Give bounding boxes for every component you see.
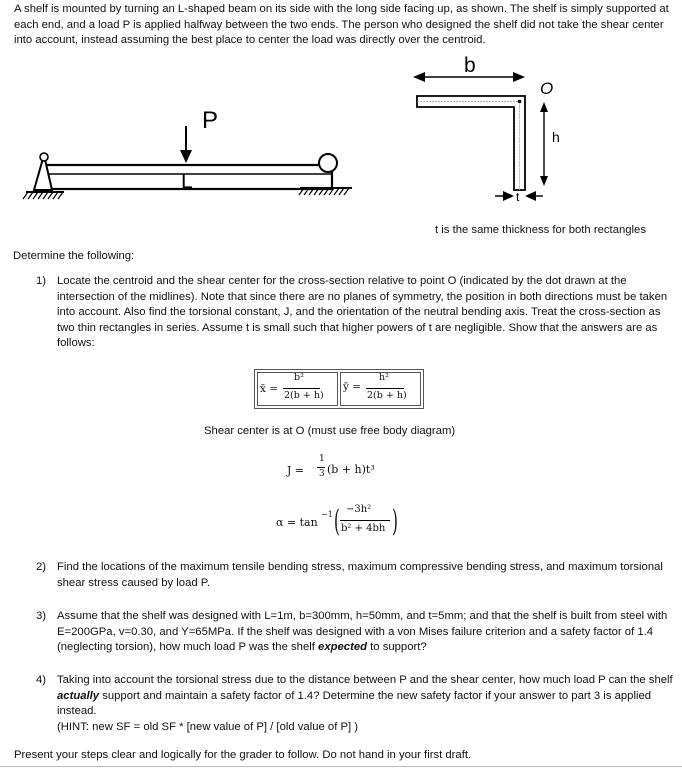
- problem-intro: A shelf is mounted by turning an L-shaped beam on its side with the long side facing up, as shown. The shelf is simply supported at each end, and a load P is applied halfway between the two ends. The person who designed the shelf did not take the shear center into account, instead assuming the best place to center the load was directly over the centroid.: [14, 3, 669, 47]
- j-fraction-num: 1: [319, 454, 325, 464]
- xbar-lhs: x̄ =: [260, 383, 279, 395]
- roller-support-icon: [319, 154, 337, 172]
- centroid-answer-box: [254, 369, 424, 409]
- j-lhs: J =: [287, 464, 305, 477]
- j-fraction-den: 3: [319, 469, 325, 479]
- question-number: 2): [36, 561, 47, 573]
- question-number: 3): [36, 610, 47, 622]
- ybar-lhs: ȳ =: [343, 381, 362, 393]
- footer-instruction: Present your steps clear and logically for the grader to follow. Do not hand in your first draft.: [14, 749, 472, 761]
- neutral-axis-equation: α = tan −1 ( −3h² b² + 4bh ): [276, 504, 398, 539]
- torsional-constant-equation: [287, 454, 407, 488]
- xbar-numerator: b²: [294, 372, 304, 383]
- question-text: Assume that the shelf was designed with L=1m, b=300mm, h=50mm, and t=5mm; and that the shelf is built from steel with E=200GPa, v=0.30, and Y=65MPa. If the shelf was designed with a von Mises failure criterion and a safety factor of 1.4 (neglecting torsion), how much load P was the shelf expected to support?: [57, 610, 668, 654]
- height-label: h: [552, 129, 560, 145]
- hint-text: (HINT: new SF = old SF * [new value of P] / [old value of P] ): [57, 720, 359, 733]
- ybar-fraction-bar: [366, 388, 404, 389]
- question-number: 1): [36, 275, 47, 287]
- ybar-denominator: 2(b + h): [367, 390, 407, 401]
- ybar-box: [340, 372, 421, 406]
- xbar-fraction-bar: [283, 388, 320, 389]
- alpha-fraction-bar: [340, 520, 390, 521]
- section-heading: Determine the following:: [13, 250, 135, 262]
- question-text: Find the locations of the maximum tensile bending stress, maximum compressive bending stress, and maximum torsional shear stress caused by load P.: [57, 561, 663, 589]
- emphasis-actually: actually: [57, 689, 100, 702]
- span-label: L: [181, 170, 193, 193]
- alpha-denominator: b² + 4bh: [341, 523, 386, 534]
- xbar-box: [257, 372, 338, 406]
- point-o-dot: [518, 100, 522, 104]
- question-number: 4): [36, 674, 47, 686]
- alpha-numerator: −3h²: [346, 504, 372, 515]
- width-label: b: [464, 54, 476, 77]
- bottom-divider: [0, 766, 682, 767]
- l-section-shape: [417, 96, 525, 190]
- shear-center-statement: Shear center is at O (must use free body diagram): [204, 425, 456, 437]
- emphasis-expected: expected: [318, 641, 368, 654]
- ground-hatch-left: [23, 192, 63, 199]
- j-rhs: (b + h)t³: [327, 463, 375, 476]
- alpha-superscript: −1: [321, 510, 333, 519]
- beam-diagram: [0, 50, 380, 200]
- question-text: Locate the centroid and the shear center for the cross-section relative to point O (indicated by the dot drawn at the intersection of the midlines). Note that since there are no planes of symmetry, the position in both directions must be taken into account. Also find the torsional constant, J, and the orientation of the neutral bending axis. Treat the cross-section as two thin rectangles in series. Assume t is small such that higher powers of t are negligible. Show that the answers are as follows:: [57, 275, 668, 350]
- figure-caption: t is the same thickness for both rectangles: [435, 224, 646, 236]
- j-fraction-bar: [317, 467, 325, 468]
- point-label: O: [540, 79, 554, 98]
- thickness-label: t: [516, 190, 520, 204]
- question-text: Taking into account the torsional stress due to the distance between P and the shear center, how much load P can the shelf actually support and maintain a safety factor of 1.4? Determine the new safety factor if your answer to part 3 is applied instead. (HINT: new SF = old SF * [new value of P] / [old value of P] ): [57, 673, 673, 735]
- cross-section-diagram: [395, 52, 595, 212]
- xbar-denominator: 2(b + h): [284, 390, 324, 401]
- ybar-numerator: h²: [379, 372, 389, 383]
- load-arrowhead-icon: [180, 150, 192, 163]
- alpha-lhs: α = tan: [276, 516, 318, 529]
- load-label: P: [202, 107, 219, 134]
